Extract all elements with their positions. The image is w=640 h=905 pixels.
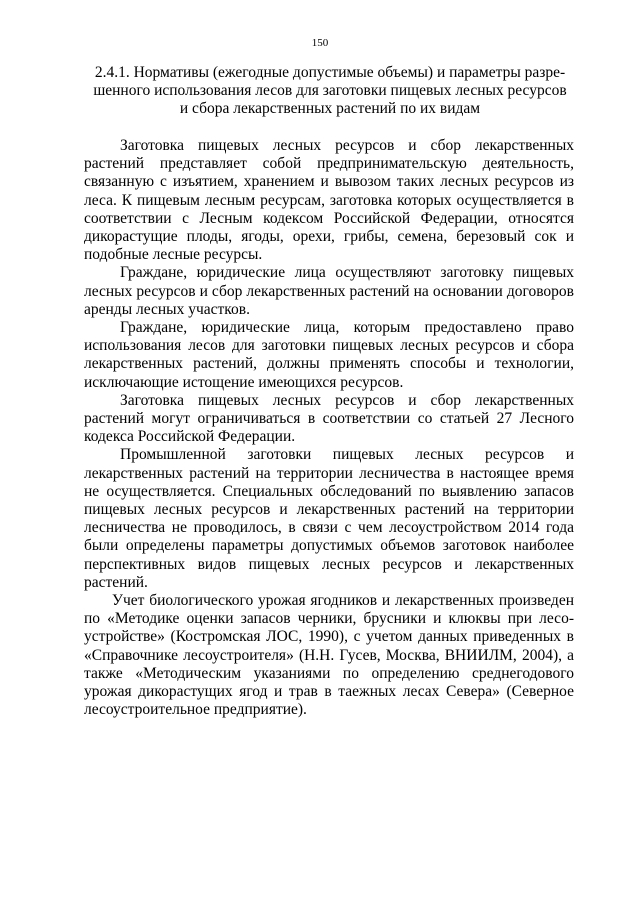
paragraph-5: Промышленной заготовки пищевых лесных ресурсов и лекарственных растений на территории лесничества в настоящее время не осуществляется. Специальных обследований по выявлению запасов пищевых лесных ресурсов и лекарственных растений на территории лесничества не проводилось, в связи с чем лесоустройством 2014 года были определены параметры допустимых объемов заготовок наиболее перспективных видов пищевых лесных ресурсов и лекарственных растений. xyxy=(84,446,574,591)
page-number: 150 xyxy=(311,37,329,49)
paragraph-1: Заготовка пищевых лесных ресурсов и сбор лекарственных растений представляет собой предпринимательскую деятельность, связанную с изъятием, хранением и вывозом таких лесных ресурсов из леса. К пищевым лесным ресурсам, заготовка которых осуществляется в соответствии с Лесным кодексом Российской Федерации, относятся дикорастущие плоды, ягоды, орехи, грибы, семена, березовый сок и подобные лесные ресурсы. xyxy=(84,137,574,264)
paragraph-3: Граждане, юридические лица, которым предоставлено право использования лесов для заготовки пищевых лесных ресурсов и сбора лекарственных растений, должны применять способы и технологии, исключающие истощение имеющихся ресурсов. xyxy=(84,319,574,391)
document-body xyxy=(84,137,574,720)
paragraph-4: Заготовка пищевых лесных ресурсов и сбор лекарственных растений могут ограничиваться в соответствии со статьей 27 Лесного кодекса Российской Федерации. xyxy=(84,391,574,446)
section-heading: 2.4.1. Нормативы (ежегодные допустимые объемы) и параметры разрешенного использования лесов для заготовки пищевых лесных ресурсов и сбора лекарственных растений по их видам xyxy=(93,64,567,117)
paragraph-2: Граждане, юридические лица осуществляют заготовку пищевых лесных ресурсов и сбор лекарственных растений на основании договоров аренды лесных участков. xyxy=(84,264,574,318)
paragraph-6: Учет биологического урожая ягодников и лекарственных произведен по «Методике оценки запасов черники, брусники и клюквы при лесоустройстве» (Костромская ЛОС, 1990), с учетом данных приведенных в «Справочнике лесоустроителя» (Н.Н. Гусев, Москва, ВНИИЛМ, 2004), а также «Методическим указаниями по определению среднегодового урожая дикорастущих ягод и трав в таежных лесах Севера» (Северное лесоустроительное предприятие). xyxy=(84,592,574,719)
